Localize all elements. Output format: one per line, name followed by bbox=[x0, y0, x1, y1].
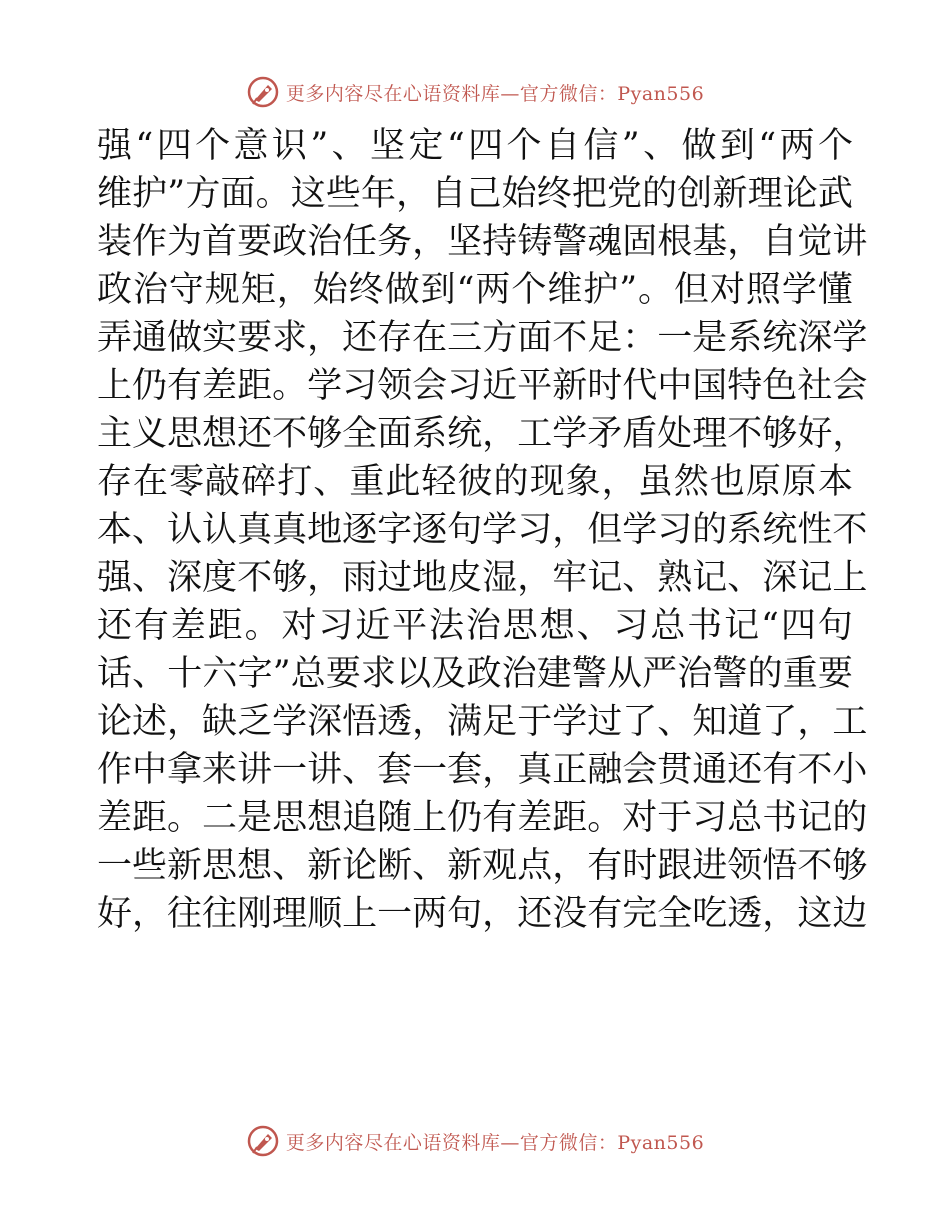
pen-nib-logo-icon bbox=[246, 1124, 280, 1158]
text-line: 主 义 思 想 还 不 够 全 面 系 统 ， 工 学 矛 盾 处 理 不 够 好 ， bbox=[97, 414, 868, 454]
text-line: 维 护 ” 方 面 。 这 些 年 ， 自 己 始 终 把 党 的 创 新 理 论 武 bbox=[97, 174, 853, 214]
pen-nib-logo-icon bbox=[246, 75, 280, 109]
text-line: 本 、 认 认 真 真 地 逐 字 逐 句 学 习 ， 但 学 习 的 系 统 性 不 bbox=[97, 510, 868, 550]
text-line: 装 作 为 首 要 政 治 任 务 ， 坚 持 铸 警 魂 固 根 基 ， 自 觉 讲 bbox=[97, 222, 868, 262]
text-line: 好 ， 往 往 刚 理 顺 上 一 两 句 ， 还 没 有 完 全 吃 透 ， 这 边 bbox=[97, 894, 868, 934]
text-line: 存 在 零 敲 碎 打 、 重 此 轻 彼 的 现 象 ， 虽 然 也 原 原 本 bbox=[97, 462, 853, 502]
text-line: 强 “ 四 个 意 识 ” 、 坚 定 “ 四 个 自 信 ” 、 做 到 “ 两 个 bbox=[97, 126, 853, 166]
document-body bbox=[97, 122, 868, 938]
footer-banner-text: 更多内容尽在心语资料库—官方微信：Pyan556 bbox=[285, 1131, 705, 1154]
text-line: 论 述 ， 缺 乏 学 深 悟 透 ， 满 足 于 学 过 了 、 知 道 了 ， 工 bbox=[97, 702, 868, 742]
text-line: 上 仍 有 差 距 。 学 习 领 会 习 近 平 新 时 代 中 国 特 色 社 会 bbox=[97, 366, 868, 406]
footer-banner bbox=[0, 1121, 950, 1161]
text-line: 差 距 。 二 是 思 想 追 随 上 仍 有 差 距 。 对 于 习 总 书 记 的 bbox=[97, 798, 868, 838]
header-banner-text: 更多内容尽在心语资料库—官方微信：Pyan556 bbox=[285, 82, 705, 105]
text-line: 作 中 拿 来 讲 一 讲 、 套 一 套 ， 真 正 融 会 贯 通 还 有 不 小 bbox=[97, 750, 868, 790]
text-line: 一 些 新 思 想 、 新 论 断 、 新 观 点 ， 有 时 跟 进 领 悟 不 够 bbox=[97, 846, 868, 886]
text-line: 政 治 守 规 矩 ， 始 终 做 到 “ 两 个 维 护 ” 。 但 对 照 学 懂 bbox=[97, 270, 853, 310]
header-banner bbox=[0, 72, 950, 112]
text-line: 强 、 深 度 不 够 ， 雨 过 地 皮 湿 ， 牢 记 、 熟 记 、 深 记 上 bbox=[97, 558, 868, 598]
text-line: 弄 通 做 实 要 求 ， 还 存 在 三 方 面 不 足 ： 一 是 系 统 深 学 bbox=[97, 318, 868, 358]
text-line: 还 有 差 距 。 对 习 近 平 法 治 思 想 、 习 总 书 记 “ 四 句 bbox=[97, 606, 853, 646]
text-line: 话 、 十 六 字 ” 总 要 求 以 及 政 治 建 警 从 严 治 警 的 重 要 bbox=[97, 654, 853, 694]
